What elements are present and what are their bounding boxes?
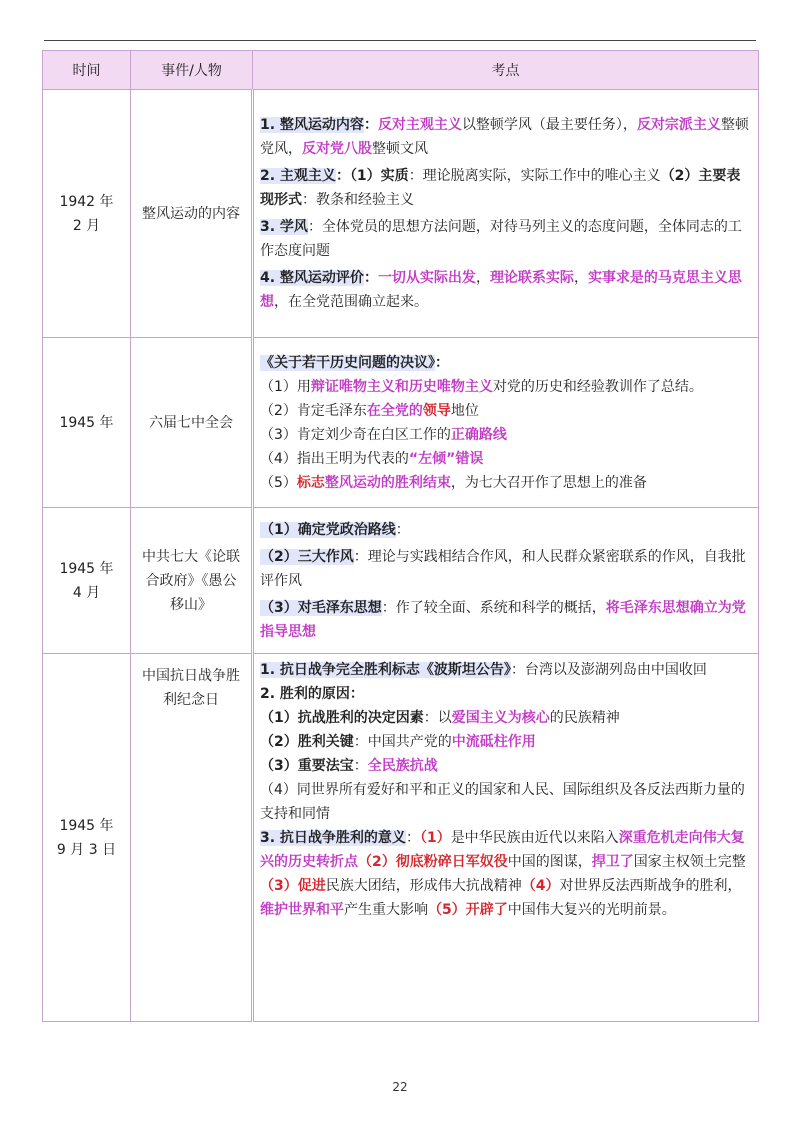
highlight-text: （2） bbox=[358, 854, 396, 870]
table-row bbox=[43, 90, 759, 338]
header-event: 事件/人物 bbox=[131, 51, 253, 90]
text-run: ：以 bbox=[423, 710, 452, 726]
point-item bbox=[260, 113, 752, 161]
text-run: 是中华民族由近代以来陷入 bbox=[450, 830, 619, 846]
highlight-text: 在全党的 bbox=[366, 402, 423, 419]
text-run: ：作了较全面、系统和科学的概括， bbox=[381, 599, 606, 616]
cell-points bbox=[253, 508, 759, 654]
text-run: 中国的图谋， bbox=[507, 854, 592, 870]
point-heading: 1. 抗日战争完全胜利标志《波斯坦公告》 bbox=[260, 662, 511, 678]
text-run: 整顿文风 bbox=[372, 141, 428, 157]
point-item bbox=[260, 658, 752, 682]
point-item bbox=[260, 215, 752, 263]
text-run: ，在全党范围确立起来。 bbox=[274, 294, 428, 310]
cell-time: 1945 年 bbox=[43, 338, 131, 508]
text-run: ， bbox=[573, 270, 588, 286]
point-item bbox=[260, 375, 752, 399]
cell-time: 1945 年 9 月 3 日 bbox=[43, 654, 131, 1022]
highlight-text: 理论联系实际 bbox=[489, 270, 574, 286]
text-run: ： bbox=[363, 117, 378, 133]
header-time: 时间 bbox=[43, 51, 131, 90]
text-run: ：理论脱离实际，实际工作中的唯心主义 bbox=[408, 168, 661, 184]
text-run: ：全体党员的思想方法问题，对待马列主义的态度问题，全体同志的工作态度问题 bbox=[260, 219, 742, 259]
text-run: ： bbox=[335, 168, 350, 184]
point-heading: （2）三大作风 bbox=[260, 548, 354, 565]
highlight-text: “左倾”错误 bbox=[408, 450, 484, 467]
point-item bbox=[260, 399, 752, 423]
header-row bbox=[43, 51, 759, 90]
highlight-text: （4） bbox=[521, 878, 560, 894]
highlight-text: 反对宗派主义 bbox=[636, 117, 721, 133]
point-heading: （1）确定党政治路线 bbox=[260, 521, 396, 538]
text-run: （3）肯定刘少奇在白区工作的 bbox=[260, 426, 451, 443]
highlight-text: 全民族抗战 bbox=[367, 758, 438, 774]
text-run: 产生重大影响 bbox=[344, 902, 428, 918]
text-run: （2）肯定毛泽东 bbox=[260, 402, 367, 419]
cell-points bbox=[253, 338, 759, 508]
text-run: （5） bbox=[260, 474, 297, 491]
cell-points bbox=[253, 90, 759, 338]
text-run: ， bbox=[475, 270, 490, 286]
point-item bbox=[260, 545, 752, 593]
text-run: ： bbox=[363, 270, 378, 286]
table-row bbox=[43, 508, 759, 654]
text-run: ：教条和经验主义 bbox=[302, 192, 414, 208]
point-heading: 3. 学风 bbox=[260, 219, 308, 235]
text-run: （4）指出王明为代表的 bbox=[260, 450, 409, 467]
cell-event: 中共七大《论联合政府》《愚公移山》 bbox=[131, 508, 253, 654]
sub-heading: （3）重要法宝 bbox=[260, 758, 354, 774]
top-rule bbox=[44, 40, 756, 41]
point-item bbox=[260, 447, 752, 471]
highlight-text: 辩证唯物主义和历史唯物主义 bbox=[310, 378, 493, 395]
highlight-text: 捍卫了 bbox=[591, 854, 634, 870]
point-item bbox=[260, 682, 752, 706]
text-run: （4）同世界所有爱好和平和正义的国家和人民、国际组织及各反法西斯力量的支持和同情 bbox=[260, 782, 745, 822]
highlight-text: 中流砥柱作用 bbox=[451, 734, 536, 750]
highlight-text: （3）促进 bbox=[260, 878, 326, 894]
point-item bbox=[260, 754, 752, 778]
point-item bbox=[260, 826, 752, 922]
text-run: （1）用 bbox=[260, 378, 311, 395]
text-run: 以整顿学风（最主要任务）， bbox=[461, 117, 637, 133]
point-item bbox=[260, 471, 752, 495]
text-run: 对党的历史和经验教训作了总结。 bbox=[492, 378, 703, 395]
cell-time: 1942 年 2 月 bbox=[43, 90, 131, 338]
text-run: 整顿党风， bbox=[260, 117, 749, 157]
text-run: ： bbox=[353, 758, 368, 774]
text-run: ：理论与实践相结合作风，和人民群众紧密联系的作风，自我批评作风 bbox=[260, 548, 746, 589]
highlight-text: 爱国主义为核心 bbox=[451, 710, 550, 726]
point-item bbox=[260, 423, 752, 447]
point-heading: 3. 抗日战争胜利的意义 bbox=[260, 830, 406, 846]
text-run: 中国伟大复兴的光明前景。 bbox=[507, 902, 676, 918]
cell-time: 1945 年 4 月 bbox=[43, 508, 131, 654]
highlight-text: 领导 bbox=[422, 402, 451, 419]
text-run: 对世界反法西斯战争的胜利， bbox=[559, 878, 742, 894]
text-run: 地位 bbox=[450, 402, 479, 419]
point-heading: 《关于若干历史问题的决议》 bbox=[260, 354, 435, 371]
sub-heading: （2）胜利关键 bbox=[260, 734, 354, 750]
text-run: ： bbox=[395, 521, 410, 538]
text-run: ：台湾以及澎湖列岛由中国收回 bbox=[510, 662, 707, 678]
highlight-text: 整风运动的胜利结束 bbox=[324, 474, 451, 491]
sub-heading: （1）抗战胜利的决定因素 bbox=[260, 710, 424, 726]
header-points: 考点 bbox=[253, 51, 759, 90]
cell-event: 中国抗日战争胜利纪念日 bbox=[131, 654, 253, 1022]
point-heading: 2. 胜利的原因： bbox=[260, 686, 364, 702]
highlight-text: 标志 bbox=[296, 474, 325, 491]
history-table bbox=[42, 50, 759, 1022]
point-item bbox=[260, 266, 752, 314]
point-heading: 1. 整风运动内容 bbox=[260, 117, 364, 133]
highlight-text: （5）开辟了 bbox=[428, 902, 508, 918]
point-heading: （3）对毛泽东思想 bbox=[260, 599, 382, 616]
point-item bbox=[260, 706, 752, 730]
text-run: 的民族精神 bbox=[549, 710, 620, 726]
point-item bbox=[260, 164, 752, 212]
point-heading: 4. 整风运动评价 bbox=[260, 270, 364, 286]
highlight-text: 维护世界和平 bbox=[260, 902, 344, 918]
text-run: ： bbox=[405, 830, 420, 846]
point-item bbox=[260, 351, 752, 375]
text-run: 民族大团结，形成伟大抗战精神 bbox=[325, 878, 522, 894]
point-item bbox=[260, 778, 752, 826]
highlight-text: （1） bbox=[419, 830, 451, 846]
point-heading: 2. 主观主义 bbox=[260, 168, 336, 184]
highlight-text: 反对党八股 bbox=[302, 141, 372, 157]
highlight-text: 实事求是的马克思主义思想 bbox=[260, 270, 742, 310]
text-run: ： bbox=[435, 354, 449, 371]
text-run: ：中国共产党的 bbox=[353, 734, 452, 750]
point-item bbox=[260, 730, 752, 754]
highlight-text: 反对主观主义 bbox=[377, 117, 462, 133]
highlight-text: 正确路线 bbox=[450, 426, 507, 443]
sub-heading: （2）主要表现形式 bbox=[260, 168, 741, 208]
sub-heading: （1）实质 bbox=[349, 168, 409, 184]
table-row bbox=[43, 338, 759, 508]
cell-event: 六届七中全会 bbox=[131, 338, 253, 508]
point-item bbox=[260, 596, 752, 644]
page-number: 22 bbox=[392, 1080, 408, 1094]
point-item bbox=[260, 518, 752, 542]
highlight-text: 深重危机走向伟大复兴的历史转折点 bbox=[260, 830, 745, 870]
cell-points bbox=[253, 654, 759, 1022]
highlight-text: 一切从实际出发 bbox=[377, 270, 476, 286]
table-row bbox=[43, 654, 759, 1022]
text-run: 国家主权领土完整 bbox=[633, 854, 746, 870]
highlight-text: 将毛泽东思想确立为党指导思想 bbox=[260, 599, 746, 640]
cell-event: 整风运动的内容 bbox=[131, 90, 253, 338]
text-run: ，为七大召开作了思想上的准备 bbox=[450, 474, 647, 491]
highlight-text: 彻底粉碎日军奴役 bbox=[395, 854, 508, 870]
